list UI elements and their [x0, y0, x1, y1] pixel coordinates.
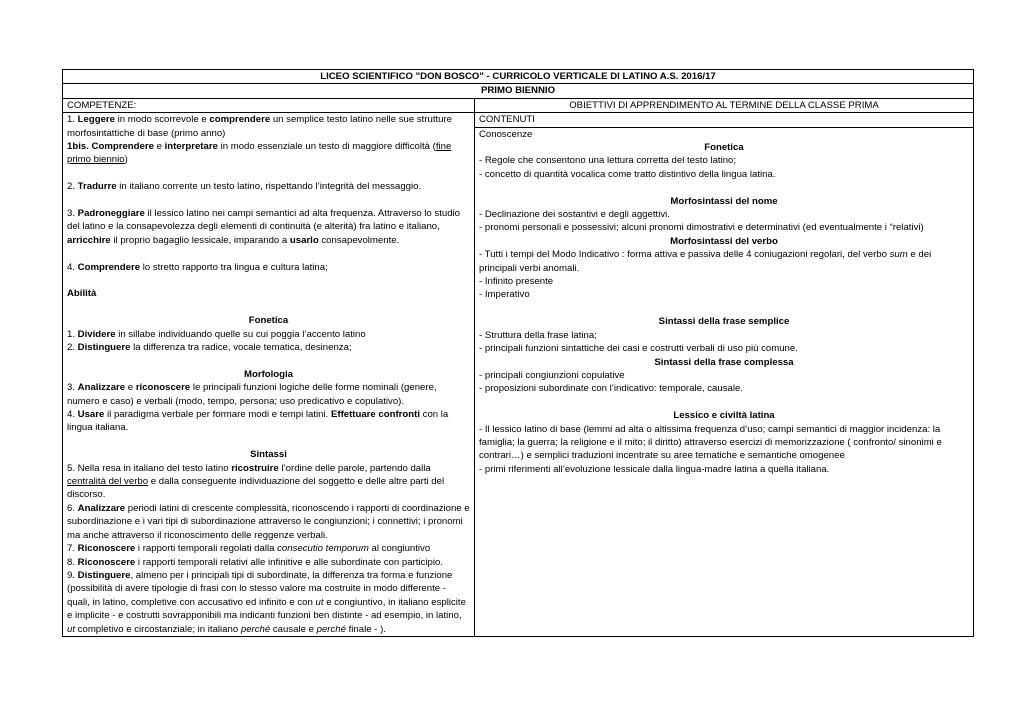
competenza-1bis: 1bis. Comprendere e interpretare in modo essenziale un testo di maggiore difficoltà (fine primo biennio) — [67, 141, 452, 166]
abilita-8: 8. Riconoscere i rapporti temporali relativi alle infinitive e alle subordinate con participio. — [67, 556, 443, 568]
lessico-item-2: - primi riferimenti all’evoluzione lessicale dalla lingua-madre latina a quella italiana. — [479, 463, 830, 475]
nome-item-2: - pronomi personali e possessivi; alcuni pronomi dimostrativi e determinativi (ed eventualmente i “relativi) — [479, 222, 924, 234]
abilita-3: 3. Analizzare e riconoscere le principali funzioni logiche delle forme nominali (genere, numero e caso) e verbali (modo, tempo, persona; uso predicativo e copulativo). — [67, 382, 437, 407]
conoscenze-label: Conoscenze — [479, 128, 533, 140]
abilita-9: 9. Distinguere, almeno per i principali tipi di subordinate, la differenza tra forma e funzione (possibilità di avere tipologie di frasi con lo stesso valore ma costruite in modo differente - quali, in latino, completive con accusativo ed infinito e con ut e congiuntivo, in italiano esplicite e implicite - e costrutti sovrapponibili ma indicanti funzioni ben distinte - ad esempio, in latino, ut completivo e circostanziale; in italiano perché causale e perché finale - ). — [67, 569, 466, 635]
competenze-cell — [63, 113, 475, 637]
contenuti-label: CONTENUTI — [475, 113, 973, 127]
abilita-7: 7. Riconoscere i rapporti temporali regolati dalla consecutio temporum al congiuntivo — [67, 543, 431, 555]
abilita-1: 1. Dividere in sillabe individuando quelle su cui poggia l’accento latino — [67, 328, 366, 340]
section-subtitle: PRIMO BIENNIO — [63, 84, 974, 98]
abilita-6: 6. Analizzare periodi latini di crescente complessità, riconoscendo i rapporti di coordinazione e subordinazione e i vari tipi di subordinazione attraverso le congiunzioni; i connettivi; i pronomi ma anche attraverso il riconoscimento delle reggenze verbali. — [67, 502, 470, 541]
fonetica-item-2: - concetto di quantità vocalica come tratto distintivo della lingua latina. — [479, 168, 776, 180]
morfosintassi-nome-heading: Morfosintassi del nome — [670, 195, 778, 207]
fonetica-item-1: - Regole che consentono una lettura corretta del testo latino; — [479, 155, 737, 167]
nome-item-1: - Declinazione dei sostantivi e degli aggettivi. — [479, 209, 670, 221]
competenze-header: COMPETENZE: — [63, 98, 475, 112]
document-title: LICEO SCIENTIFICO "DON BOSCO" - CURRICOLO VERTICALE DI LATINO A.S. 2016/17 — [63, 70, 974, 84]
semplice-item-2: - principali funzioni sintattiche dei casi e costrutti verbali di uso più comune. — [479, 343, 798, 355]
lessico-item-1: - Il lessico latino di base (lemmi ad alta o altissima frequenza d’uso; campi semantici di maggior incidenza: la famiglia; la guerra; la religione e il mito; il diritto) attraverso esercizi di memorizzazione ( confronto/ sinonimi e contrari…) e semplici traduzioni incentrate su aree tematiche e semantiche omogenee — [479, 423, 942, 462]
verbo-item-2: - Infinito presente — [479, 276, 554, 288]
abilita-4: 4. Usare il paradigma verbale per formare modi e tempi latini. Effettuare confronti con la lingua italiana. — [67, 409, 449, 434]
lessico-heading: Lessico e civiltà latina — [673, 410, 775, 422]
abilita-heading: Abilità — [67, 288, 97, 300]
morfologia-heading: Morfologia — [243, 368, 294, 380]
competenza-4: 4. Comprendere lo stretto rapporto tra lingua e cultura latina; — [67, 261, 328, 273]
semplice-item-1: - Struttura della frase latina; — [479, 329, 597, 341]
verbo-item-3: - Imperativo — [479, 289, 530, 301]
curriculum-sheet — [62, 69, 974, 637]
complessa-item-1: - principali congiunzioni copulative — [479, 369, 625, 381]
sintassi-heading: Sintassi — [250, 449, 287, 461]
sintassi-complessa-heading: Sintassi della frase complessa — [654, 356, 794, 368]
curriculum-table — [62, 69, 974, 637]
competenza-3: 3. Padroneggiare il lessico latino nei campi semantici ad alta frequenza. Attraverso lo studio del latino e la consapevolezza degli elementi di continuità (e alterità) fra latino e italiano, arricchire il proprio bagaglio lessicale, imparando a usarlo consapevolmente. — [67, 208, 461, 246]
fonetica-heading-right: Fonetica — [704, 142, 744, 154]
sintassi-semplice-heading: Sintassi della frase semplice — [658, 316, 790, 328]
obiettivi-header: OBIETTIVI DI APPRENDIMENTO AL TERMINE DELLA CLASSE PRIMA — [475, 98, 974, 112]
fonetica-heading-left: Fonetica — [248, 315, 289, 327]
verbo-item-1: - Tutti i tempi del Modo Indicativo : forma attiva e passiva delle 4 coniugazioni regolari, del verbo sum e dei principali verbi anomali. — [479, 249, 932, 274]
obiettivi-cell — [475, 113, 974, 637]
morfosintassi-verbo-heading: Morfosintassi del verbo — [670, 235, 778, 247]
abilita-2: 2. Distinguere la differenza tra radice, vocale tematica, desinenza; — [67, 342, 352, 354]
abilita-5: 5. Nella resa in italiano del testo latino ricostruire l’ordine delle parole, partendo dalla centralità del verbo e dalla conseguente individuazione del soggetto e delle altre parti del discorso. — [67, 462, 445, 501]
competenza-1: 1. Leggere in modo scorrevole e comprendere un semplice testo latino nelle sue strutture morfosintattiche di base (primo anno) — [67, 114, 453, 139]
complessa-item-2: - proposizioni subordinate con l’indicativo: temporale, causale. — [479, 383, 743, 395]
competenza-2: 2. Tradurre in italiano corrente un testo latino, rispettando l’integrità del messaggio. — [67, 181, 422, 193]
